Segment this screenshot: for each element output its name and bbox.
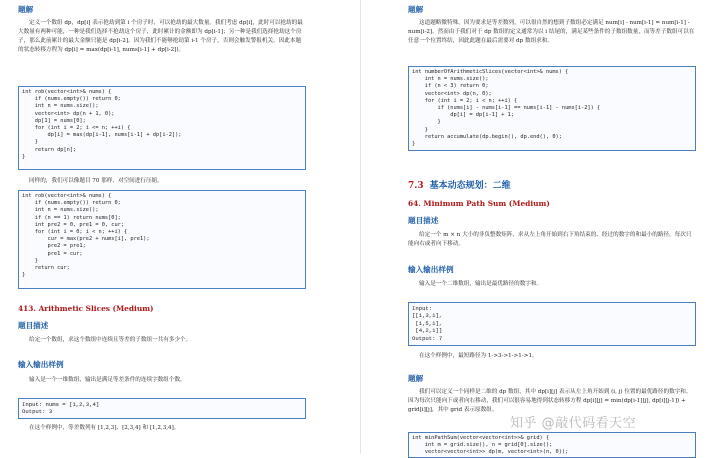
left-description-heading: 题目描述 — [18, 321, 49, 330]
left-problem-title: 413. Arithmetic Slices (Medium) — [18, 304, 154, 313]
right-io-sample: Input: [[1,3,1], [1,5,1], [4,2,1]] Output: 7 — [408, 302, 696, 346]
left-io-description: 输入是一个一维数组，输出是满足等差条件的连续字数组个数。 — [29, 377, 186, 383]
section-title: 基本动态规划：二维 — [429, 181, 511, 191]
left-sample-explanation: 在这个样例中，等差数列有 [1,2,3]、[2,3,4] 和 [1,2,3,4]。 — [29, 425, 180, 431]
right-solution-paragraph-2: 我们可以定义一个同样是二维的 dp 数组，其中 dp[i][j] 表示从左上角开始到 (i, j) 位置的最优路径的数字和。因为每次只能向下或者向右移动，我们可以很容易地得到状态转移方程 dp[i][j] = min(dp[i-1][j], dp[i][j-1]) + grid[i][j]，其中 grid 表示原数组。 — [408, 389, 692, 413]
page-divider — [360, 0, 361, 454]
left-io-heading: 输入输出样例 — [18, 360, 64, 369]
right-problem-title: 64. Minimum Path Sum (Medium) — [408, 199, 550, 208]
right-io-description: 输入是一个二维数组，输出是最优路径的数字和。 — [419, 281, 543, 287]
section-number: 7.3 — [408, 181, 424, 191]
right-description-heading: 题目描述 — [408, 216, 439, 225]
right-solution-paragraph: 这道题略微特殊，因为要求是等差数列，可以很自然的想到子数组必定满足 num[i] - num[i-1] = num[i-1] - num[i-2]。然而由于我们对于 dp 数组的定义通常为以 i 结尾的，满足某些条件的子数组数量，而等差子数组可以在任意一个位置终结，因此此题在最后需要对 dp 数组求和。 — [408, 20, 695, 44]
left-solution-paragraph: 定义一个数组 dp，dp[i] 表示抢劫到第 i 个房子时，可以抢劫的最大数量。我们考虑 dp[i]，此时可以抢劫的最大数量有两种可能，一种是我们选择不抢劫这个房子，此时累计的金额即为 dp[i-1]；另一种是我们选择抢劫这个房子，那么此前累计的最大金额只能是 dp[i-2]。因为我们不能够抢劫第 i-1 个房子，否则会触发警报机关。因此本题的状态转移方程为 dp[i] = max(dp[i-1], nums[i-1] + dp[i-2])。 — [18, 20, 303, 53]
right-solution-heading-2: 题解 — [408, 374, 424, 383]
watermark-text: 知乎 @敲代码看天空 — [510, 416, 637, 431]
right-code-block-2: int minPathSum(vector<vector<int>>& grid) { int m = grid.size(), n = grid[0].size(); vector<vector<int>> dp(m, vector<int>(n, 0)); — [408, 432, 696, 458]
right-sample-explanation: 在这个样例中，最短路径为 1->3->1->1->1。 — [419, 353, 538, 359]
left-space-compression-note: 同样的，我们可以像题目 70 那样，对空间进行压缩。 — [29, 178, 163, 184]
right-code-block-1: int numberOfArithmeticSlices(vector<int>& nums) { int n = nums.size(); if (n < 3) return 0; vector<int> dp(n, 0); for (int i = 2; i < n; ++i) { if (nums[i] - nums[i-1] == nums[i-1] - nums[i-2]) { dp[i] = dp[i-1] + 1; } } return accumulate(dp.begin(), dp.end(), 0); } — [408, 66, 696, 151]
right-solution-heading: 题解 — [408, 5, 424, 14]
left-description-text: 给定一个数组，求这个数组中连续且等差的子数组一共有多少个。 — [29, 337, 192, 343]
left-code-block-1: int rob(vector<int>& nums) { if (nums.empty()) return 0; int n = nums.size(); vector<int> dp(n + 1, 0); dp[1] = nums[0]; for (int i = 2; i <= n; ++i) { dp[i] = max(dp[i-1], nums[i-1] + dp[i-2]); } return dp[n]; } — [18, 86, 306, 170]
left-solution-heading: 题解 — [18, 5, 34, 14]
left-code-block-2: int rob(vector<int>& nums) { if (nums.empty()) return 0; int n = nums.size(); if (n == 1) return nums[0]; int pre2 = 0, pre1 = 0, cur; for (int i = 0; i < n; ++i) { cur = max(pre2 + nums[i], pre1); pre2 = pre1; pre1 = cur; } return cur; } — [18, 190, 306, 289]
right-description-text: 给定一个 m × n 大小的非负整数矩阵，求从左上角开始到右下角结束的、经过的数字的和最小的路径。每次只能向右或者向下移动。 — [408, 232, 692, 247]
right-section-heading — [408, 178, 511, 191]
right-io-heading: 输入输出样例 — [408, 265, 454, 274]
left-io-sample: Input: nums = [1,2,3,4] Output: 3 — [18, 398, 306, 419]
